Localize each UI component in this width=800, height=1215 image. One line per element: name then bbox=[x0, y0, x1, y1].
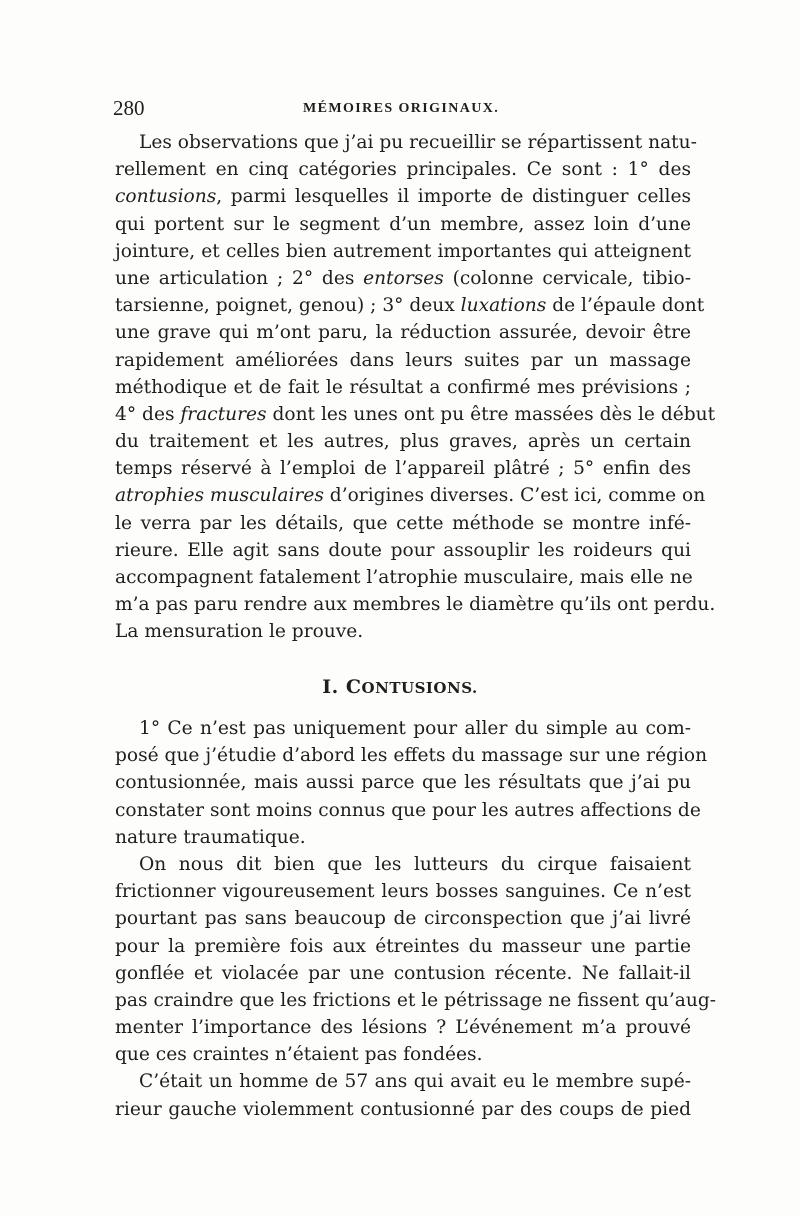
text-line: contusionnée, mais aussi parce que les résultats que j’ai pu bbox=[115, 772, 691, 794]
paragraph-contusions bbox=[115, 715, 717, 1123]
text-line: rapidement améliorées dans leurs suites par un massage bbox=[115, 349, 691, 371]
text-line: une articulation ; 2° des entorses (colonne cervicale, tibio- bbox=[115, 267, 691, 289]
text-line: frictionner vigoureusement leurs bosses sanguines. Ce n’est bbox=[115, 881, 691, 903]
text-line: rieur gauche violemment contusionné par des coups de pied bbox=[115, 1098, 691, 1120]
text-line: qui portent sur le segment d’un membre, assez loin d’une bbox=[115, 213, 691, 235]
text-line: jointure, et celles bien autrement importantes qui atteignent bbox=[115, 240, 691, 262]
text-line: atrophies musculaires d’origines diverses. C’est ici, comme on bbox=[115, 485, 706, 507]
text-line: une grave qui m’ont paru, la réduction assurée, devoir être bbox=[115, 322, 691, 344]
text-line: accompagnent fatalement l’atrophie musculaire, mais elle ne bbox=[115, 567, 693, 588]
text-line: temps réservé à l’emploi de l’appareil plâtré ; 5° enfin des bbox=[115, 458, 691, 480]
text-line: 4° des fractures dont les unes ont pu être massées dès le début bbox=[115, 403, 716, 425]
text-line: C’était un homme de 57 ans qui avait eu le membre supé- bbox=[139, 1071, 691, 1093]
text-line: Les observations que j’ai pu recueillir se répartissent natu- bbox=[139, 132, 697, 153]
text-line: La mensuration le prouve. bbox=[115, 621, 364, 643]
journal-title: MÉMOIRES ORIGINAUX. bbox=[303, 101, 500, 116]
text-line: gonflée et violacée par une contusion récente. Ne fallait-il bbox=[115, 962, 691, 984]
text-line: nature traumatique. bbox=[115, 826, 306, 848]
section-heading-contusions: I. CONTUSIONS. bbox=[322, 676, 478, 698]
text-line: pourtant pas sans beaucoup de circonspection que j’ai livré bbox=[115, 908, 691, 930]
text-line: m’a pas paru rendre aux membres le diamètre qu’ils ont perdu. bbox=[115, 594, 716, 616]
text-line: méthodique et de fait le résultat a confirmé mes prévisions ; bbox=[115, 376, 691, 398]
text-line: rellement en cinq catégories principales. Ce sont : 1° des bbox=[115, 159, 691, 181]
text-line: contusions, parmi lesquelles il importe de distinguer celles bbox=[115, 186, 691, 208]
text-line: menter l’importance des lésions ? L’événement m’a prouvé bbox=[115, 1017, 691, 1039]
page-number: 280 bbox=[113, 96, 145, 120]
text-line: le verra par les détails, que cette méthode se montre infé- bbox=[115, 512, 691, 534]
text-line: 1° Ce n’est pas uniquement pour aller du simple au com- bbox=[139, 718, 691, 739]
paragraph-observations bbox=[115, 129, 716, 646]
text-line: pour la première fois aux étreintes du masseur une partie bbox=[115, 935, 691, 957]
text-line: que ces craintes n’étaient pas fondées. bbox=[115, 1044, 483, 1066]
text-line: tarsienne, poignet, genou) ; 3° deux luxations de l’épaule dont bbox=[115, 295, 705, 317]
text-line: On nous dit bien que les lutteurs du cirque faisaient bbox=[139, 853, 691, 875]
text-line: rieure. Elle agit sans doute pour assouplir les roideurs qui bbox=[115, 539, 691, 561]
text-line: du traitement et les autres, plus graves, après un certain bbox=[115, 431, 691, 453]
text-line: constater sont moins connus que pour les autres affections de bbox=[115, 799, 701, 821]
text-line: posé que j’étudie d’abord les effets du massage sur une région bbox=[115, 745, 708, 767]
text-line: pas craindre que les frictions et le pétrissage ne fissent qu’aug- bbox=[115, 989, 717, 1011]
running-head bbox=[113, 96, 691, 120]
